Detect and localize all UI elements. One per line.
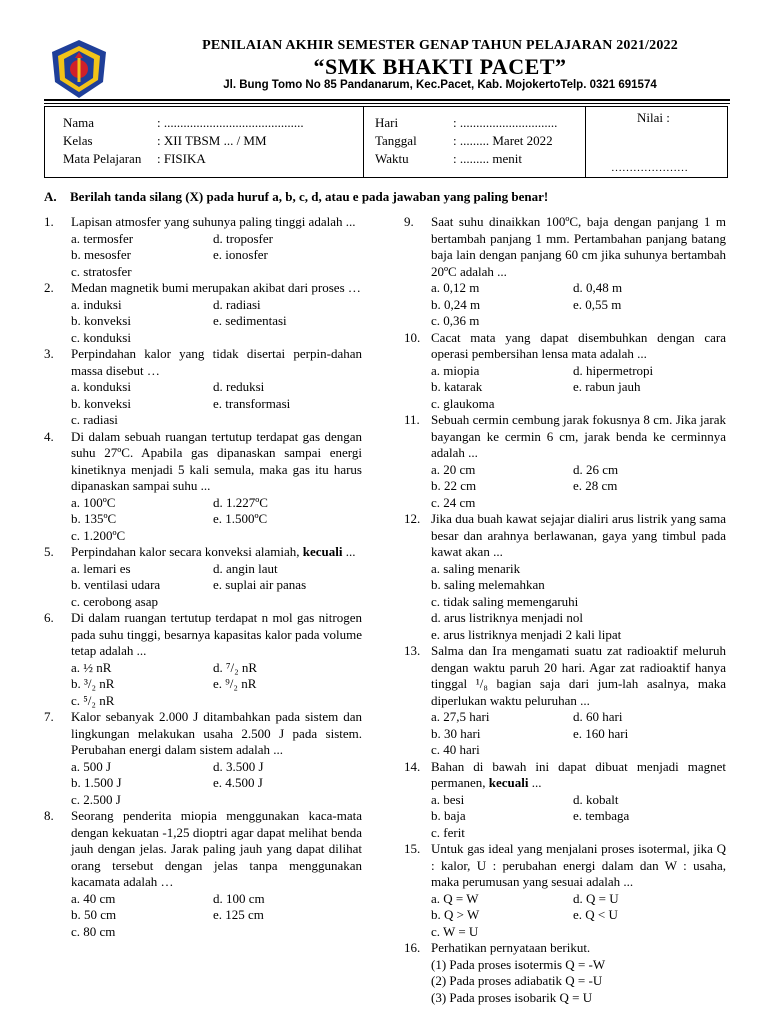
questions-left-column [44, 214, 362, 940]
question-number: 12. [404, 511, 421, 526]
options [71, 379, 362, 429]
tanggal-label: Tanggal [375, 133, 417, 148]
option-a[interactable]: a. 27,5 hari [431, 709, 490, 724]
question-number: 9. [404, 214, 414, 229]
option-e[interactable]: e. arus listriknya menjadi 2 kali lipat [431, 626, 622, 642]
question-number: 5. [44, 544, 54, 559]
question-4 [44, 429, 362, 545]
school-address: Jl. Bung Tomo No 85 Pandanarum, Kec.Pacet, Kab. MojokertoTelp. 0321 691574 [223, 79, 657, 91]
question-10 [404, 330, 726, 413]
option-c[interactable]: c. konduksi [71, 329, 131, 345]
option-b[interactable]: b. ³/₂ nR [71, 676, 115, 691]
question-text: Jika dua buah kawat sejajar dialiri arus listrik yang sama besar dan arahnya berlawanan, gaya yang timbul pada kawat akan ... [431, 511, 726, 559]
question-text: Cacat mata yang dapat disembuhkan dengan cara operasi pembersihan lensa mata adalah ... [431, 329, 726, 361]
school-logo [48, 38, 110, 100]
waktu-label: Waktu [375, 151, 409, 166]
option-b[interactable]: b. 30 hari [431, 725, 481, 741]
question-12 [404, 511, 726, 643]
statement-3: (3) Pada proses isobarik Q = U [431, 989, 593, 1005]
option-e[interactable]: e. 125 cm [213, 907, 264, 922]
option-c[interactable]: c. ferit [431, 824, 465, 840]
option-a[interactable]: a. Q = W [431, 890, 479, 906]
option-a[interactable]: a. saling menarik [431, 560, 521, 576]
question-number: 11. [404, 412, 420, 427]
option-b[interactable]: b. konveksi [71, 313, 131, 328]
question-text-main: Bahan di bawah ini dapat dibuat menjadi magnet permanen, [431, 758, 726, 790]
option-e[interactable]: e. 28 cm [573, 478, 618, 493]
question-text [71, 544, 362, 561]
kelas-label: Kelas [63, 133, 93, 148]
question-number: 7. [44, 709, 54, 724]
option-b[interactable]: b. konveksi [71, 395, 131, 411]
question-text-main: Perpindahan kalor secara konveksi alamiah, [71, 544, 300, 559]
option-e[interactable]: e. 160 hari [573, 725, 629, 741]
question-number: 8. [44, 808, 54, 823]
questions-right-column [404, 214, 726, 1006]
option-c[interactable]: c. cerobong asap [71, 593, 158, 609]
option-c[interactable]: c. stratosfer [71, 263, 132, 279]
option-b[interactable]: b. katarak [431, 379, 483, 394]
question-text: Lapisan atmosfer yang suhunya paling tinggi adalah ... [71, 214, 356, 229]
option-a[interactable]: a. termosfer [71, 230, 134, 246]
option-b[interactable]: b. 135ºC [71, 511, 117, 526]
question-3 [44, 346, 362, 429]
option-a[interactable]: a. konduksi [71, 379, 131, 394]
options [71, 759, 362, 809]
option-d[interactable]: d. Q = U [573, 890, 619, 906]
option-b[interactable]: b. baja [431, 808, 466, 823]
question-emphasis: kecuali [302, 544, 343, 559]
option-a[interactable]: a. induksi [71, 296, 122, 312]
option-e[interactable]: e. transformasi [213, 395, 291, 411]
options [71, 231, 362, 281]
question-15 [404, 841, 726, 940]
question-text: Untuk gas ideal yang menjalani proses isotermal, jika Q : kalor, U : perubahan energi dalam dan W : usaha, maka perumusan yang sesuai adalah ... [431, 841, 726, 889]
options [71, 495, 362, 545]
option-a[interactable]: a. besi [431, 791, 465, 807]
option-d[interactable]: d. 100 cm [213, 890, 265, 906]
option-d[interactable]: d. 1.227ºC [213, 494, 268, 510]
option-d[interactable]: d. ⁷/₂ nR [213, 659, 258, 675]
question-6 [44, 610, 362, 709]
question-number: 14. [404, 758, 421, 774]
option-d[interactable]: d. radiasi [213, 296, 261, 312]
identity-divider [363, 107, 364, 177]
nilai-field[interactable]: ………………… [611, 162, 688, 174]
mapel-label: Mata Pelajaran [63, 151, 142, 166]
question-text-tail: ... [342, 544, 356, 559]
question-9 [404, 214, 726, 330]
score-divider [585, 107, 586, 177]
options [71, 891, 362, 941]
option-b[interactable]: b. 22 cm [431, 478, 477, 493]
question-number: 15. [404, 841, 421, 856]
options [431, 363, 726, 413]
question-16 [404, 940, 726, 1006]
question-text: Perhatikan pernyataan berikut. [431, 940, 591, 955]
question-number: 1. [44, 214, 54, 229]
question-14 [404, 759, 726, 842]
option-c[interactable]: c. 80 cm [71, 923, 116, 939]
question-number: 2. [44, 280, 54, 295]
option-c[interactable]: c. W = U [431, 923, 479, 939]
question-text: Medan magnetik bumi merupakan akibat dari proses … [71, 280, 361, 295]
option-c[interactable]: c. 2.500 J [71, 791, 121, 807]
question-emphasis: kecuali [488, 775, 529, 790]
question-text: Sebuah cermin cembung jarak fokusnya 8 cm. Jika jarak bayangan ke cermin 6 cm, jarak benda ke cerminnya adalah ... [431, 412, 726, 460]
options [431, 561, 726, 644]
option-c[interactable]: c. radiasi [71, 412, 118, 427]
option-e[interactable]: e. suplai air panas [213, 577, 307, 592]
question-number: 4. [44, 428, 54, 444]
option-e[interactable]: e. sedimentasi [213, 313, 287, 328]
option-d[interactable]: d. angin laut [213, 560, 278, 576]
question-text: Di dalam ruangan tertutup terdapat n mol gas nitrogen pada suhu tinggi, besarnya kapasitas kalor pada volume tetap adalah ... [71, 610, 362, 658]
section-letter: A. [44, 189, 57, 204]
options [71, 561, 362, 611]
option-a[interactable]: a. 100ºC [71, 494, 116, 510]
option-e[interactable]: e. 0,55 m [573, 296, 622, 312]
option-d[interactable]: d. reduksi [213, 379, 265, 394]
options [431, 280, 726, 330]
option-a[interactable]: a. lemari es [71, 560, 131, 576]
option-c[interactable]: c. 1.200ºC [71, 527, 126, 543]
question-text: Perpindahan kalor yang tidak disertai perpin-dahan massa disebut … [71, 346, 362, 378]
option-a[interactable]: a. miopia [431, 362, 480, 378]
hari-label: Hari [375, 115, 399, 130]
option-c[interactable]: c. 24 cm [431, 494, 476, 510]
option-c[interactable]: c. 40 hari [431, 742, 480, 757]
exam-title: PENILAIAN AKHIR SEMESTER GENAP TAHUN PELAJARAN 2021/2022 [202, 38, 678, 53]
option-e[interactable]: e. rabun jauh [573, 379, 641, 394]
question-11 [404, 412, 726, 511]
option-e[interactable]: e. ionosfer [213, 247, 268, 262]
option-d[interactable]: d. kobalt [573, 791, 619, 807]
nama-label: Nama [63, 115, 95, 130]
student-identity-box [44, 106, 728, 178]
options [71, 297, 362, 347]
option-c[interactable]: c. ⁵/₂ nR [71, 692, 115, 708]
option-e[interactable]: e. tembaga [573, 808, 630, 823]
option-d[interactable]: d. 3.500 J [213, 758, 264, 774]
question-5 [44, 544, 362, 610]
option-a[interactable]: a. 20 cm [431, 461, 476, 477]
question-text: Seorang penderita miopia menggunakan kaca-mata dengan kekuatan -1,25 dioptri agar dapat melihat benda jauh dengan jelas. Jarak paling jauh yang dapat dilihat orang tersebut dengan jelas tanpa menggunakan kacamata adalah … [71, 808, 362, 889]
question-text [431, 759, 726, 792]
question-text: Salma dan Ira mengamati suatu zat radioaktif meluruh dengan waktu paruh 20 hari. Agar zat radioaktif hanya tinggal ¹/₈ bagian saja dari jum-lah asalnya, maka diperlukan waktu peluruhan ... [431, 643, 726, 708]
question-7 [44, 709, 362, 808]
question-2 [44, 280, 362, 346]
options [431, 462, 726, 512]
school-name: “SMK BHAKTI PACET” [313, 54, 567, 79]
option-d[interactable]: d. 60 hari [573, 709, 623, 724]
option-b[interactable]: b. 0,24 m [431, 296, 481, 312]
option-b[interactable]: b. 1.500 J [71, 775, 122, 790]
question-1 [44, 214, 362, 280]
option-d[interactable]: d. arus listriknya menjadi nol [431, 610, 584, 625]
option-b[interactable]: b. mesosfer [71, 247, 131, 262]
option-b[interactable]: b. Q > W [431, 907, 480, 922]
statement-2: (2) Pada proses adiabatik Q = -U [431, 973, 603, 988]
options [71, 660, 362, 710]
question-number: 3. [44, 346, 54, 361]
question-text: Kalor sebanyak 2.000 J ditambahkan pada sistem dan lingkungan melakukan usaha 2.500 J pada sistem. Perubahan energi dalam sistem adalah ... [71, 709, 362, 757]
question-number: 10. [404, 329, 421, 345]
option-c[interactable]: c. tidak saling memengaruhi [431, 593, 579, 609]
option-a[interactable]: a. 0,12 m [431, 280, 480, 295]
nilai-label: Nilai : [637, 110, 670, 125]
kelas-field[interactable]: : XII TBSM ... / MM [157, 133, 267, 148]
section-instruction [44, 189, 744, 205]
option-b[interactable]: b. ventilasi udara [71, 577, 161, 592]
question-text: Di dalam sebuah ruangan tertutup terdapat gas dengan suhu 27ºC. Apabila gas dipanaskan sampai energi kinetiknya menjadi 5 kali semula, maka gas itu harus dipanaskan sampai suhu ... [71, 428, 362, 493]
option-e[interactable]: e. 4.500 J [213, 775, 263, 790]
tanggal-field[interactable]: : ......... Maret 2022 [453, 133, 553, 148]
mapel-value: : FISIKA [157, 151, 206, 166]
question-text: Saat suhu dinaikkan 100ºC, baja dengan panjang 1 m bertambah panjang 1 mm. Pertambahan panjang batang baja lain dengan panjang 60 cm jika suhunya bertambah 20ºC adalah ... [431, 214, 726, 279]
instruction-text: Berilah tanda silang (X) pada huruf a, b, c, d, atau e pada jawaban yang paling benar! [70, 189, 549, 204]
statements [431, 957, 726, 1007]
question-number: 16. [404, 940, 421, 955]
option-c[interactable]: c. 0,36 m [431, 313, 480, 328]
hari-field[interactable]: : .............................. [453, 115, 558, 130]
header-divider-thick [44, 99, 730, 101]
question-text-tail: ... [528, 775, 542, 790]
header-divider-thin [44, 103, 730, 104]
options [431, 891, 726, 941]
question-8 [44, 808, 362, 940]
options [431, 709, 726, 759]
option-b[interactable]: b. saling melemahkan [431, 577, 545, 592]
options [431, 792, 726, 842]
option-a[interactable]: a. 40 cm [71, 890, 116, 906]
option-c[interactable]: c. glaukoma [431, 395, 495, 411]
waktu-field[interactable]: : ......... menit [453, 151, 522, 166]
question-13 [404, 643, 726, 759]
option-a[interactable]: a. 500 J [71, 758, 112, 774]
question-number: 6. [44, 610, 54, 625]
option-e[interactable]: e. 1.500ºC [213, 511, 268, 526]
statement-1: (1) Pada proses isotermis Q = -W [431, 956, 606, 972]
nama-field[interactable]: : ........................................... [157, 115, 304, 130]
option-d[interactable]: d. hipermetropi [573, 362, 654, 378]
option-b[interactable]: b. 50 cm [71, 907, 117, 922]
option-a[interactable]: a. ½ nR [71, 659, 112, 675]
option-e[interactable]: e. ⁹/₂ nR [213, 676, 257, 691]
option-d[interactable]: d. troposfer [213, 230, 273, 246]
option-d[interactable]: d. 26 cm [573, 461, 619, 477]
option-e[interactable]: e. Q < U [573, 907, 618, 922]
question-number: 13. [404, 643, 421, 658]
option-d[interactable]: d. 0,48 m [573, 280, 623, 295]
